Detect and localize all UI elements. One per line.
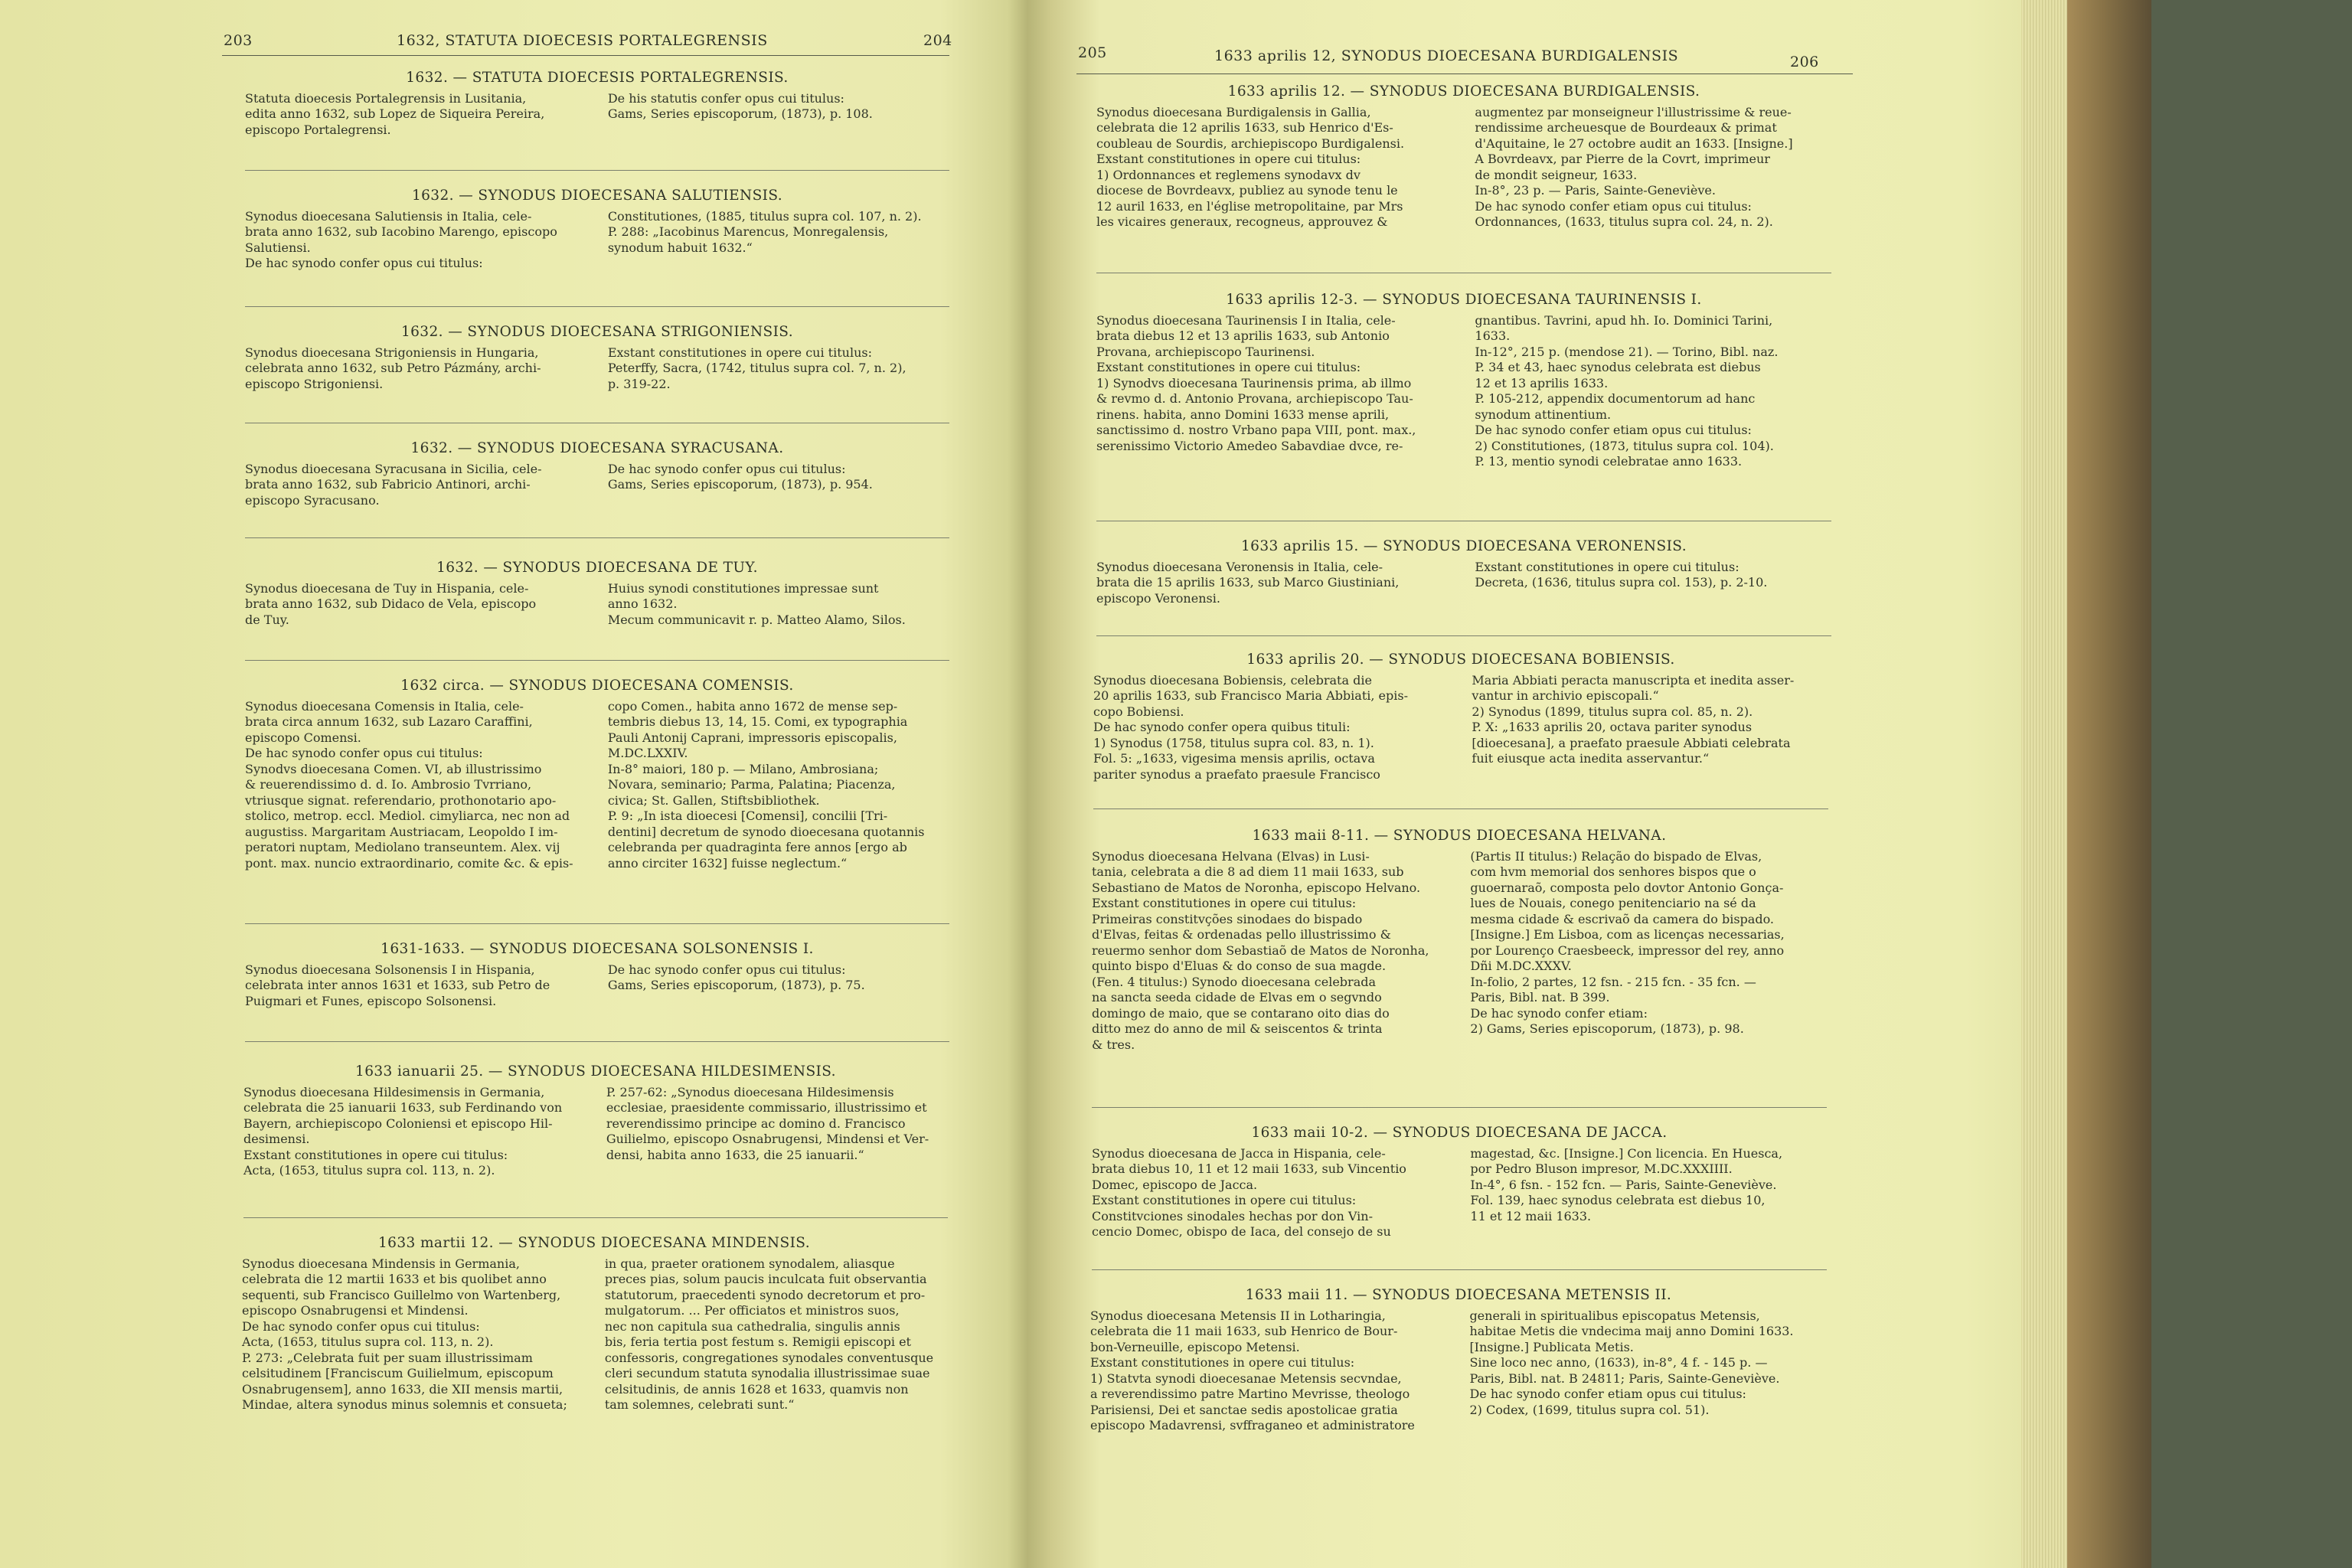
entry-text: Huius synodi constitutiones impressae sunt anno 1632. Mecum communicavit r. p. Matteo Alamo, Silos. (607, 580, 906, 627)
entry-title: 1632. — STATUTA DIOECESIS PORTALEGRENSIS. (406, 70, 789, 86)
entry-text: Synodus dioecesana de Jacca in Hispania, cele- brata diebus 10, 11 et 12 maii 1633, sub Vincentio Domec, episcopo de Jacca. Exstant constitutiones in opere cui titulus: Constitvciones sinodales hechas por don Vin- cencio Domec, obispo de Iaca, del consejo de su (1092, 1145, 1406, 1239)
entry (1092, 828, 1827, 1053)
entry (1096, 292, 1831, 470)
entry (245, 188, 949, 272)
entry (245, 560, 949, 628)
divider (245, 923, 949, 924)
entry (243, 1064, 948, 1179)
running-head: 1633 aprilis 12, SYNODUS DIOECESANA BURDIGALENSIS (1214, 47, 1679, 64)
entry-text: Synodus dioecesana Syracusana in Sicilia, cele- brata anno 1632, sub Fabricio Antinori, archi- episcopo Syracusano. (245, 461, 542, 508)
entry-text: P. 257-62: „Synodus dioecesana Hildesimensis ecclesiae, praesidente commissario, illustrissimo et reverendissimo principe ac domino d. Francisco Guilielmo, episcopo Osnabrugensi, Mindensi et Ver- densi, habita anno 1633, die 25 ianuarii.“ (606, 1084, 929, 1162)
divider (1092, 1107, 1827, 1108)
entry-text: Exstant constitutiones in opere cui titulus: Peterffy, Sacra, (1742, titulus supra col. 7, n. 2), p. 319-22. (607, 345, 906, 391)
entry-text: Synodus dioecesana de Tuy in Hispania, cele- brata anno 1632, sub Didaco de Vela, episcopo de Tuy. (245, 580, 537, 627)
entry-title: 1633 maii 8-11. — SYNODUS DIOECESANA HELVANA. (1252, 828, 1667, 844)
running-header (1003, 32, 2021, 70)
entry (245, 441, 949, 508)
entry-text: Synodus dioecesana Salutiensis in Italia, cele- brata anno 1632, sub Iacobino Marengo, episcopo Salutiensi. De hac synodo confer opus cui titulus: (245, 208, 557, 270)
entry-text: De his statutis confer opus cui titulus: Gams, Series episcoporum, (1873), p. 108. (607, 90, 873, 121)
entry (1093, 652, 1828, 782)
entry-text: augmentez par monseigneur l'illustrissime & reue- rendissime archeuesque de Bourdeaux & primat d'Aquitaine, le 27 octobre audit an 1633. [Insigne.] A Bovrdeavx, par Pierre de la Covrt, imprimeur de mondit seigneur, 1633. In-8°, 23 p. — Paris, Sainte-Geneviève. De hac synodo confer etiam opus cui titulus: Ordonnances, (1633, titulus supra col. 24, n. 2). (1475, 104, 1793, 229)
right-page (1003, 0, 2021, 1568)
page-edges (2021, 0, 2067, 1568)
entry-title: 1632. — SYNODUS DIOECESANA SYRACUSANA. (410, 440, 784, 456)
entry-text: De hac synodo confer opus cui titulus: Gams, Series episcoporum, (1873), p. 75. (607, 962, 865, 992)
entry (245, 942, 949, 1009)
entry-text: gnantibus. Tavrini, apud hh. Io. Dominici Tarini, 1633. In-12°, 215 p. (mendose 21). — Torino, Bibl. naz. P. 34 et 43, haec synodus celebrata est diebus 12 et 13 aprilis 1633. P. 105-212, appendix documentorum ad hanc synodum attinentium. De hac synodo confer etiam opus cui titulus: 2) Constitutiones, (1873, titulus supra col. 104). P. 13, mentio synodi celebratae anno 1633. (1475, 312, 1779, 469)
running-header (0, 32, 995, 55)
entry (1096, 84, 1831, 230)
running-head: 1632, STATUTA DIOECESIS PORTALEGRENSIS (397, 32, 768, 49)
entry (242, 1236, 946, 1413)
divider (1092, 1269, 1827, 1270)
divider (243, 1217, 948, 1218)
entry-text: Exstant constitutiones in opere cui titulus: Decreta, (1636, titulus supra col. 153), p. 2-10. (1475, 559, 1768, 590)
entry-title: 1633 maii 11. — SYNODUS DIOECESANA METENSIS II. (1245, 1287, 1672, 1303)
divider (245, 537, 949, 538)
entry-title: 1633 aprilis 12-3. — SYNODUS DIOECESANA TAURINENSIS I. (1226, 292, 1702, 308)
entry-text: in qua, praeter orationem synodalem, aliasque preces pias, solum paucis inculcata fuit observantia statutorum, praecedenti synodo decretorum et pro- mulgatorum. ... Per officiatos et ministros suos, nec non capitula sua cathedralia, singulis annis bis, feria tertia post festum s. Remigii episcopi et confessoris, congregationes synodales conventusque cleri secundum statuta synodalia illustrissimae suae celsitudinis, de annis 1628 et 1633, quamvis non tam solemnes, celebrati sunt.“ (604, 1256, 934, 1412)
entry-text: Synodus dioecesana Hildesimensis in Germania, celebrata die 25 ianuarii 1633, sub Ferdinando von Bayern, archiepiscopo Coloniensi et episcopo Hil- desimensi. Exstant constitutiones in opere cui titulus: Acta, (1653, titulus supra col. 113, n. 2). (243, 1084, 563, 1178)
entry (1096, 539, 1831, 606)
entry-title: 1633 aprilis 15. — SYNODUS DIOECESANA VERONENSIS. (1241, 538, 1687, 554)
book-cover (2067, 0, 2151, 1568)
divider (1096, 635, 1831, 636)
entry-text: (Partis II titulus:) Relação do bispado de Elvas, com hvm memorial dos senhores bispos que o guoernaraõ, composta pelo dovtor Antonio Gonça- lues de Nouais, conego penitenciario na sé da mesma cidade & escrivaõ da camera do bispado. [Insigne.] Em Lisboa, com as licenças necessarias, por Lourenço Craesbeeck, impressor del rey, anno Dñi M.DC.XXXV. In-folio, 2 partes, 12 fsn. - 215 fcn. - 35 fcn. — Paris, Bibl. nat. B 399. De hac synodo confer etiam: 2) Gams, Series episcoporum, (1873), p. 98. (1470, 848, 1785, 1036)
page-number: 204 (923, 32, 952, 49)
divider (245, 1041, 949, 1042)
entry-text: Maria Abbiati peracta manuscripta et inedita asser- vantur in archivio episcopali.“ 2) Synodus (1899, titulus supra col. 85, n. 2). P. X: „1633 aprilis 20, octava pariter synodus [dioecesana], a praefato praesule Abbiati celebrata fuit eiusque acta inedita asservantur.“ (1472, 672, 1795, 766)
entry (1092, 1125, 1827, 1240)
entry (245, 678, 949, 871)
divider (245, 660, 949, 661)
divider (1093, 808, 1828, 809)
entry-text: Synodus dioecesana Veronensis in Italia, cele- brata die 15 aprilis 1633, sub Marco Giustiniani, episcopo Veronensi. (1096, 559, 1400, 606)
entry-text: Synodus dioecesana Burdigalensis in Gallia, celebrata die 12 aprilis 1633, sub Henrico d'Es- coubleau de Sourdis, archiepiscopo Burdigalensi. Exstant constitutiones in opere cui titulus: 1) Ordonnances et reglemens synodavx dv diocese de Bovrdeavx, publiez au synode tenu le 12 auril 1633, en l'église metropolitaine, par Mrs les vicaires generaux, recogneus, approuvez & (1096, 104, 1405, 229)
page-number: 205 (1078, 44, 1107, 61)
entry (1090, 1288, 1827, 1434)
entry-text: Synodus dioecesana Strigoniensis in Hungaria, celebrata anno 1632, sub Petro Pázmány, archi- episcopo Strigoniensi. (245, 345, 541, 391)
entry (245, 325, 949, 392)
divider (245, 306, 949, 307)
entry-title: 1633 aprilis 20. — SYNODUS DIOECESANA BOBIENSIS. (1246, 652, 1675, 668)
page-number: 203 (224, 32, 253, 49)
entry-text: Synodus dioecesana Taurinensis I in Italia, cele- brata diebus 12 et 13 aprilis 1633, sub Antonio Provana, archiepiscopo Taurinensi. Exstant constitutiones in opere cui titulus: 1) Synodvs dioecesana Taurinensis prima, ab illmo & revmo d. d. Antonio Provana, archiepiscopo Tau- rinens. habita, anno Domini 1633 mense aprili, sanctissimo d. nostro Vrbano papa VIII, pont. max., serenissimo Victorio Amedeo Sabavdiae dvce, re- (1096, 312, 1416, 453)
entry-title: 1631-1633. — SYNODUS DIOECESANA SOLSONENSIS I. (381, 941, 814, 957)
entry-title: 1632. — SYNODUS DIOECESANA STRIGONIENSIS. (400, 324, 794, 340)
entry-text: De hac synodo confer opus cui titulus: Gams, Series episcoporum, (1873), p. 954. (607, 461, 873, 492)
entry (245, 70, 949, 138)
entry-text: Synodus dioecesana Bobiensis, celebrata die 20 aprilis 1633, sub Francisco Maria Abbiati, epis- copo Bobiensi. De hac synodo confer opera quibus tituli: 1) Synodus (1758, titulus supra col. 83, n. 1). Fol. 5: „1633, vigesima mensis aprilis, octava pariter synodus a praefato praesule Francisco (1093, 672, 1408, 782)
entry-text: Statuta dioecesis Portalegrensis in Lusitania, edita anno 1632, sub Lopez de Siqueira Pereira, episcopo Portalegrensi. (245, 90, 545, 137)
entry-text: generali in spiritualibus episcopatus Metensis, habitae Metis die vndecima maij anno Domini 1633. [Insigne.] Publicata Metis. Sine loco nec anno, (1633), in-8°, 4 f. - 145 p. — Paris, Bibl. nat. B 24811; Paris, Sainte-Geneviève. De hac synodo confer etiam opus cui titulus: 2) Codex, (1699, titulus supra col. 51). (1469, 1308, 1794, 1417)
entry-title: 1632 circa. — SYNODUS DIOECESANA COMENSIS. (400, 678, 794, 694)
entry-text: Synodus dioecesana Mindensis in Germania, celebrata die 12 martii 1633 et bis quolibet anno sequenti, sub Francisco Guillelmo von Wartenberg, episcopo Osnabrugensi et Mindensi. De hac synodo confer opus cui titulus: Acta, (1653, titulus supra col. 113, n. 2). P. 273: „Celebrata fuit per suam illustrissimam celsitudinem [Franciscum Guilielmum, episcopum Osnabrugensem], anno 1633, die XII mensis martii, Mindae, altera synodus minus solemnis et consueta; (242, 1256, 567, 1412)
entry-text: Synodus dioecesana Solsonensis I in Hispania, celebrata inter annos 1631 et 1633, sub Petro de Puigmari et Funes, episcopo Solsonensi. (245, 962, 550, 1008)
entry-title: 1633 maii 10-2. — SYNODUS DIOECESANA DE JACCA. (1251, 1125, 1668, 1141)
entry-text: copo Comen., habita anno 1672 de mense sep- tembris diebus 13, 14, 15. Comi, ex typographia Pauli Antonij Caprani, impressoris episcopalis, M.DC.LXXIV. In-8° maiori, 180 p. — Milano, Ambrosiana; Novara, seminario; Parma, Palatina; Piacenza, civica; St. Gallen, Stiftsbibliothek. P. 9: „In ista dioecesi [Comensi], concilii [Tri- dentini] decretum de synodo dioecesana quotannis celebranda per quadraginta fere annos [ergo ab anno circiter 1632] fuisse neglectum.“ (607, 698, 925, 871)
left-page (0, 0, 995, 1568)
entry-title: 1632. — SYNODUS DIOECESANA SALUTIENSIS. (411, 188, 783, 204)
entry-title: 1632. — SYNODUS DIOECESANA DE TUY. (436, 560, 758, 576)
header-rule (222, 55, 949, 56)
entry-text: Constitutiones, (1885, titulus supra col. 107, n. 2). P. 288: „Iacobinus Marencus, Monregalensis, synodum habuit 1632.“ (607, 208, 922, 255)
page-number: 206 (1790, 54, 1819, 70)
entry-text: Synodus dioecesana Helvana (Elvas) in Lusi- tania, celebrata a die 8 ad diem 11 maii 1633, sub Sebastiano de Matos de Noronha, episcopo Helvano. Exstant constitutiones in opere cui titulus: Primeiras constitvções sinodaes do bispado d'Elvas, feitas & ordenadas pello illustrissimo & reuermo senhor dom Sebastiaõ de Matos de Noronha, quinto bispo d'Eluas & do conso de sua magde. (Fen. 4 titulus:) Synodo dioecesana celebrada na sancta seeda cidade de Elvas em o segvndo domingo de maio, que se contarano oito dias do ditto mez do anno de mil & seiscentos & trinta & tres. (1092, 848, 1429, 1052)
background (2151, 0, 2352, 1568)
entry-text: Synodus dioecesana Comensis in Italia, cele- brata circa annum 1632, sub Lazaro Caraffini, episcopo Comensi. De hac synodo confer opus cui titulus: Synodvs dioecesana Comen. VI, ab illustrissimo & reuerendissimo d. d. Io. Ambrosio Tvrriano, vtriusque signat. referendario, prothonotario apo- stolico, metrop. eccl. Mediol. cimyliarca, nec non ad augustiss. Margaritam Austriacam, Leopoldo I im- peratori nuptam, Mediolano transeuntem. Alex. vij pont. max. nuncio extraordinario, comite &c. & epis- (245, 698, 573, 871)
entry-title: 1633 aprilis 12. — SYNODUS DIOECESANA BURDIGALENSIS. (1227, 83, 1700, 100)
entry-title: 1633 martii 12. — SYNODUS DIOECESANA MINDENSIS. (378, 1235, 810, 1251)
entry-text: Synodus dioecesana Metensis II in Lotharingia, celebrata die 11 maii 1633, sub Henrico de Bour- bon-Verneuille, episcopo Metensi. Exstant constitutiones in opere cui titulus: 1) Statvta synodi dioecesanae Metensis secvndae, a reverendissimo patre Martino Mevrisse, theologo Parisiensi, Dei et sanctae sedis apostolicae gratia episcopo Madavrensi, svffraganeo et administratore (1090, 1308, 1415, 1432)
entry-title: 1633 ianuarii 25. — SYNODUS DIOECESANA HILDESIMENSIS. (355, 1063, 836, 1080)
divider (245, 170, 949, 171)
entry-text: magestad, &c. [Insigne.] Con licencia. En Huesca, por Pedro Bluson impresor, M.DC.XXXIIII. In-4°, 6 fsn. - 152 fcn. — Paris, Sainte-Geneviève. Fol. 139, haec synodus celebrata est diebus 10, 11 et 12 maii 1633. (1470, 1145, 1783, 1223)
